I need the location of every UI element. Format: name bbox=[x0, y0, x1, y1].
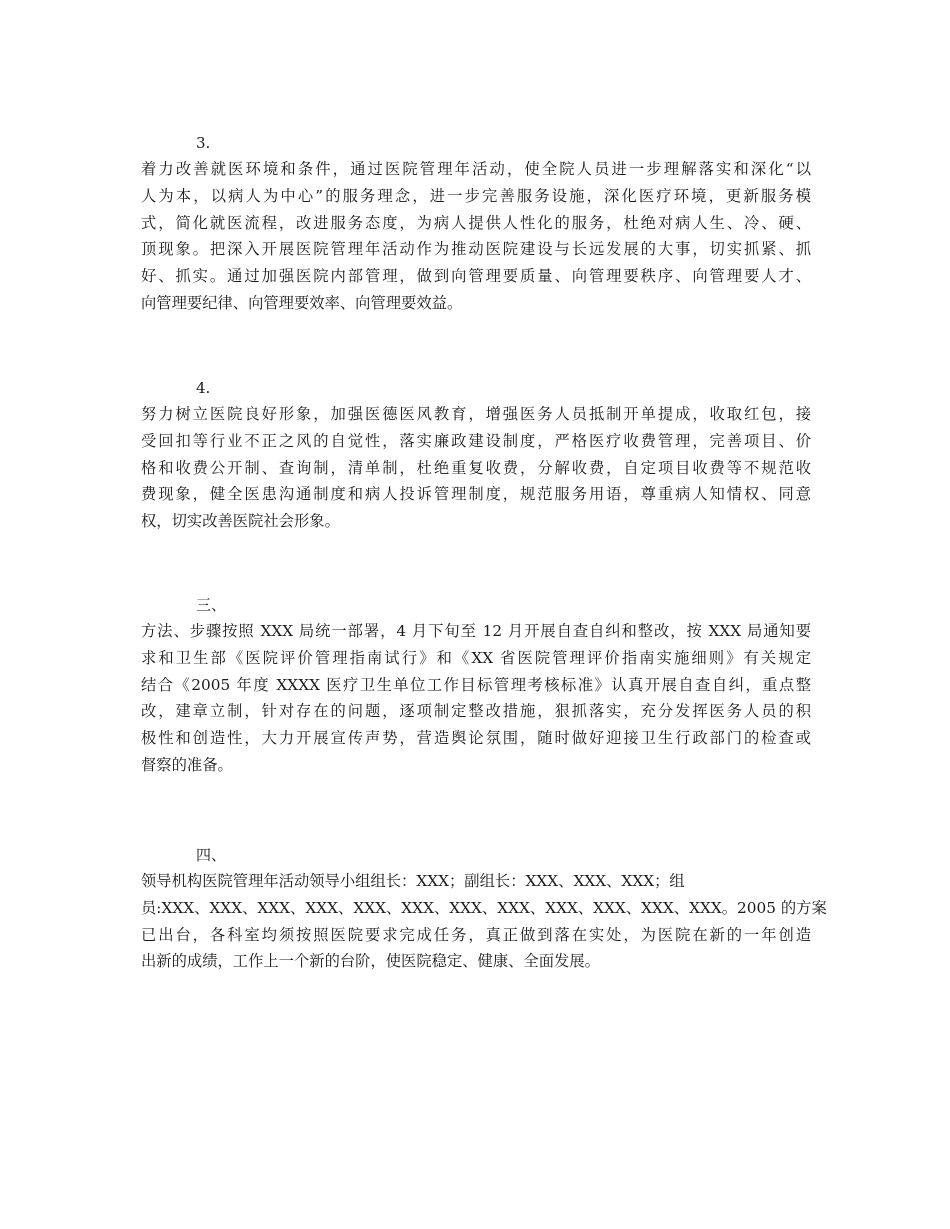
section-heading: 四、 bbox=[196, 846, 227, 864]
text-line: 权，切实改善医院社会形象。 bbox=[141, 512, 340, 531]
section-heading: 4. bbox=[196, 379, 211, 397]
text-line: 督察的准备。 bbox=[141, 755, 233, 774]
text-line: 努力树立医院良好形象，加强医德医风教育，增强医务人员抵制开单提成，收取红包，接 bbox=[141, 405, 811, 423]
text-line: 向管理要纪律、向管理要效率、向管理要效益。 bbox=[141, 293, 463, 312]
section-body bbox=[141, 401, 811, 535]
text-line: 顶现象。把深入开展医院管理年活动作为推动医院建设与长远发展的大事，切实抓紧、抓 bbox=[141, 240, 811, 259]
text-line: 已出台，各科室均须按照医院要求完成任务，真正做到落在实处，为医院在新的一年创造 bbox=[141, 925, 811, 944]
text-line: 领导机构医院管理年活动领导小组组长：XXX；副组长：XXX、XXX、XXX；组 bbox=[141, 872, 685, 890]
section-body bbox=[141, 156, 811, 317]
section-4 bbox=[141, 375, 811, 535]
section-methods bbox=[141, 592, 811, 779]
section-body bbox=[141, 868, 827, 975]
text-line: 改，建章立制，针对存在的问题，逐项制定整改措施，狠抓落实，充分发挥医务人员的积 bbox=[141, 702, 811, 721]
section-3 bbox=[141, 130, 811, 317]
text-line: 方法、步骤按照 XXX 局统一部署，4 月下旬至 12 月开展自查自纠和整改，按 XXX 局通知要 bbox=[141, 622, 811, 640]
text-line: 格和收费公开制、查询制，清单制，杜绝重复收费，分解收费，自定项目收费等不规范收 bbox=[141, 458, 811, 477]
text-line: 极性和创造性，大力开展宣传声势，营造舆论氛围，随时做好迎接卫生行政部门的检查或 bbox=[141, 729, 811, 748]
text-line: 结合《2005 年度 XXXX 医疗卫生单位工作目标管理考核标准》认真开展自查自纠，重点整 bbox=[141, 675, 811, 694]
section-leadership bbox=[141, 842, 827, 975]
section-heading: 3. bbox=[196, 134, 211, 152]
text-line: 求和卫生部《医院评价管理指南试行》和《XX 省医院管理评价指南实施细则》有关规定 bbox=[141, 648, 811, 667]
section-body bbox=[141, 618, 811, 779]
text-line: 出新的成绩，工作上一个新的台阶，使医院稳定、健康、全面发展。 bbox=[141, 952, 600, 971]
text-line: 员:XXX、XXX、XXX、XXX、XXX、XXX、XXX、XXX、XXX、XXX、XXX、XXX。2005 的方案 bbox=[141, 898, 827, 917]
text-line: 受回扣等行业不正之风的自觉性，落实廉政建设制度，严格医疗收费管理，完善项目、价 bbox=[141, 431, 811, 450]
text-line: 费现象，健全医患沟通制度和病人投诉管理制度，规范服务用语，尊重病人知情权、同意 bbox=[141, 485, 811, 504]
text-line: 式，简化就医流程，改进服务态度，为病人提供人性化的服务，杜绝对病人生、冷、硬、 bbox=[141, 213, 811, 232]
section-heading: 三、 bbox=[196, 596, 227, 614]
text-line: 着力改善就医环境和条件，通过医院管理年活动，使全院人员进一步理解落实和深化“以 bbox=[141, 160, 811, 178]
text-line: 好、抓实。通过加强医院内部管理，做到向管理要质量、向管理要秩序、向管理要人才、 bbox=[141, 267, 811, 286]
text-line: 人为本，以病人为中心”的服务理念，进一步完善服务设施，深化医疗环境，更新服务模 bbox=[141, 186, 811, 205]
